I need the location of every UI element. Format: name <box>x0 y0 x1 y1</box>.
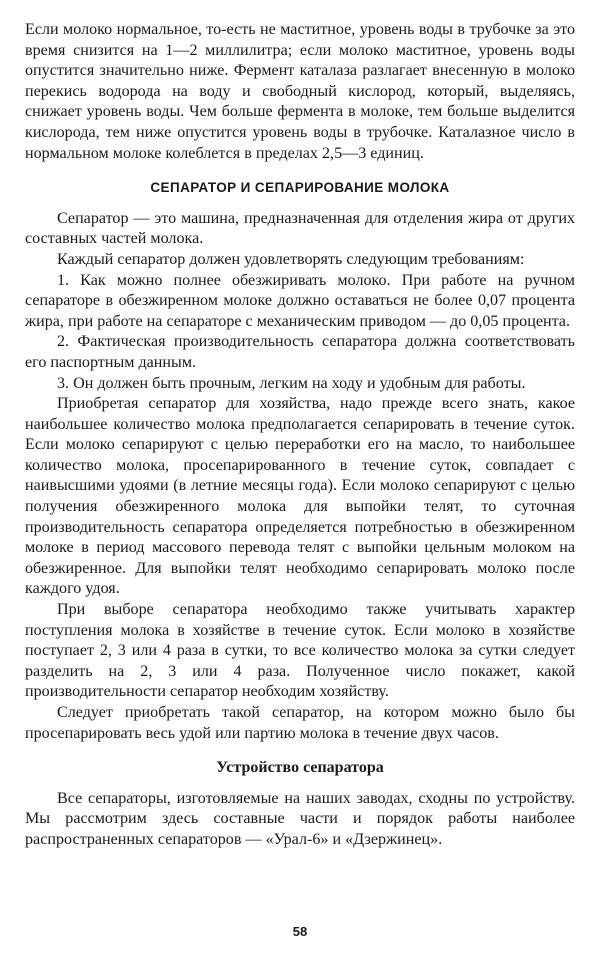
paragraph-choice: При выборе сепаратора необходимо также учитывать характер поступления молока в хозяйстве в течение суток. Если молоко в хозяйстве поступает 2, 3 или 4 раза в сутки, то все количество молока за сутки следует разделить на 2, 3 или 4 раза. Полученное число покажет, какой производительности сепаратор необходим хозяйству. <box>25 601 575 701</box>
paragraph-recommend: Следует приобретать такой сепаратор, на котором можно было бы просепарировать весь удой или партию молока в течение двух часов. <box>25 704 575 742</box>
paragraph-purchase: Приобретая сепаратор для хозяйства, надо прежде всего знать, какое наибольшее количество молока предполагается сепарировать в течение суток. Если молоко сепарируют с целью переработки его на масло, то наибольшее количество молока, просепарированного в течение суток, совпадает с наивысшими удоями (в летние месяцы года). Если молоко сепарируют с целью получения обезжиренного молока для выпойки телят, то суточная производительность сепаратора определяется потребностью в обезжиренном молоке в период массового перевода телят с выпойки цельным молоком на обезжиренное. Для выпойки телят необходимо сепарировать молоко после каждого удоя. <box>25 395 575 598</box>
paragraph-device: Все сепараторы, изготовляемые на наших заводах, сходны по устройству. Мы рассмотрим здесь составные части и порядок работы наиболее распространенных сепараторов — «Урал-6» и «Дзержинец». <box>25 789 575 848</box>
section-heading-device: Устройство сепаратора <box>216 759 384 777</box>
page-number: 58 <box>292 924 308 939</box>
paragraph-requirements-intro: Каждый сепаратор должен удовлетворять следующим требованиям: <box>57 250 525 268</box>
section-heading-separator: СЕПАРАТОР И СЕПАРИРОВАНИЕ МОЛОКА <box>150 180 450 196</box>
paragraph-requirement-1: 1. Как можно полнее обезжиривать молоко. При работе на ручном сепараторе в обезжиренном молоке должно оставаться не более 0,07 процента жира, при работе на сепараторе с механическим приводом — до 0,05 процента. <box>25 271 575 330</box>
document-page <box>25 20 575 851</box>
paragraph-intro: Если молоко нормальное, то-есть не маститное, уровень воды в трубочке за это время снизится на 1—2 миллилитра; если молоко маститное, уровень воды опустится значительно ниже. Фермент каталаза разлагает внесенную в молоко перекись водорода на воду и свободный кислород, который, выделяясь, снижает уровень воды. Чем больше фермента в молоке, тем больше выделится кислорода, тем ниже опустится уровень воды в трубочке. Каталазное число в нормальном молоке колеблется в пределах 2,5—3 единиц. <box>25 21 575 162</box>
paragraph-requirement-2: 2. Фактическая производительность сепаратора должна соответствовать его паспортным данным. <box>25 333 575 371</box>
paragraph-requirement-3: 3. Он должен быть прочным, легким на ходу и удобным для работы. <box>57 374 526 392</box>
paragraph-definition: Сепаратор — это машина, предназначенная для отделения жира от других составных частей молока. <box>25 209 575 248</box>
